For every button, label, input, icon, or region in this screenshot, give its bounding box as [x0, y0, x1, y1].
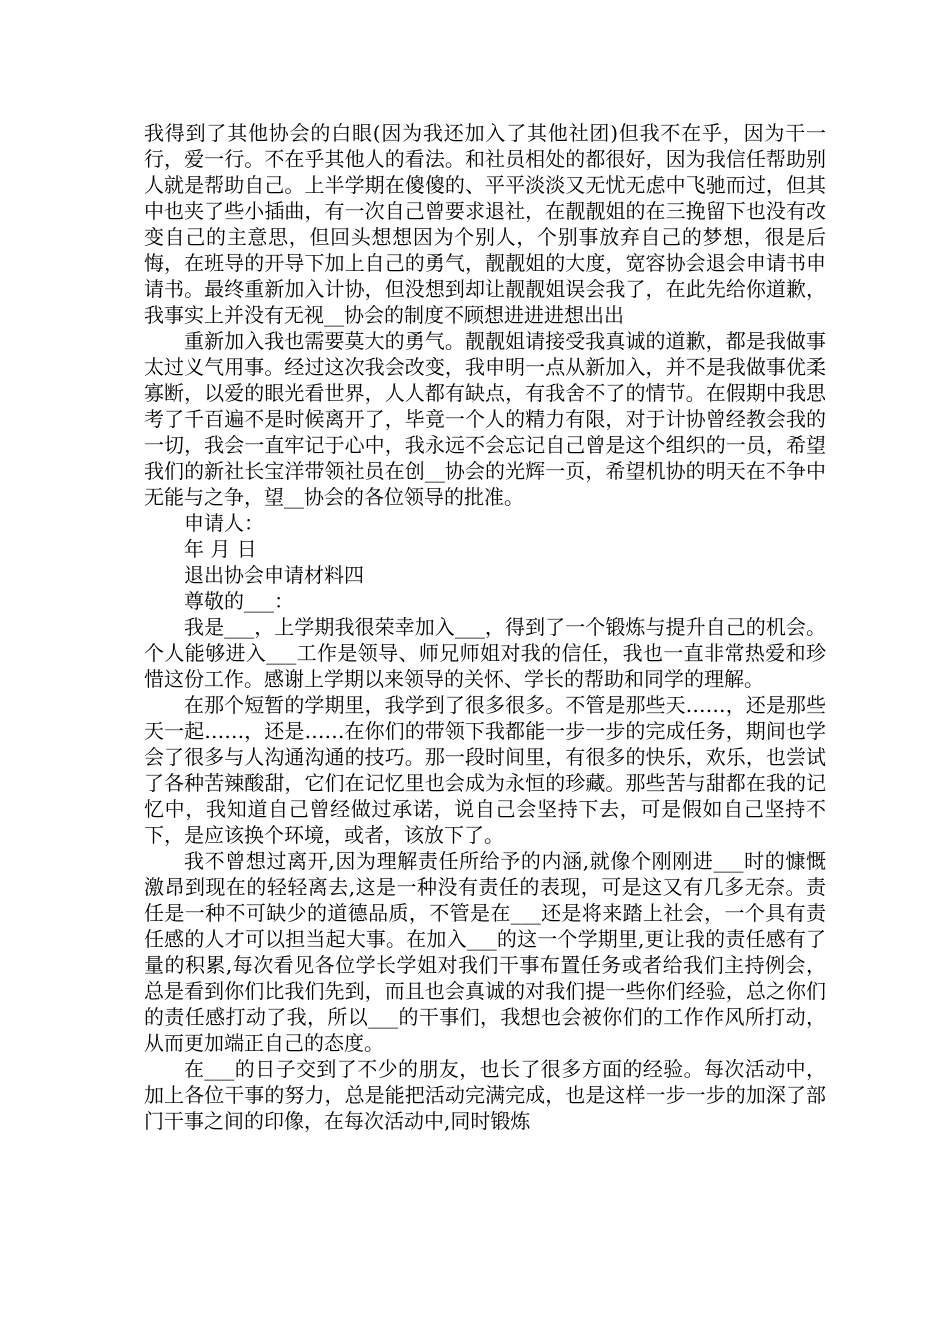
paragraph-responsibility: 我不曾想过离开,因为理解责任所给予的内涵,就像个刚刚进___时的慷慨激昂到现在的轻轻离去,这是一种没有责任的表现，可是这又有几多无奈。责任是一种不可缺少的道德品质，不管是在___还是将来踏上社会，一个具有责任感的人才可以担当起大事。在加入___的这一个学期里,更让我的责任感有了量的积累,每次看见各位学长学姐对我们干事布置任务或者给我们主持例会，总是看到你们比我们先到，而且也会真诚的对我们提一些你们经验，总之你们的责任感打动了我，所以___的干事们，我想也会被你们的工作作风所打动，从而更加端正自己的态度。 — [144, 849, 826, 1055]
applicant-label: 申请人： — [184, 511, 264, 535]
section-heading: 退出协会申请材料四 — [184, 563, 364, 587]
date-line: 年 月 日 — [184, 537, 257, 561]
paragraph-apology: 重新加入我也需要莫大的勇气。靓靓姐请接受我真诚的道歉，都是我做事太过义气用事。经过这次我会改变，我申明一点从新加入，并不是我做事优柔寡断，以爱的眼光看世界，人人都有缺点，有我舍不了的情节。在假期中我思考了千百遍不是时候离开了，毕竟一个人的精力有限，对于计协曾经教会我的一切，我会一直牢记于心中，我永远不会忘记自己曾是这个组织的一员，希望我们的新社长宝洋带领社员在创__协会的光辉一页，希望机协的明天在不争中无能与之争，望__协会的各位领导的批准。 — [144, 329, 826, 509]
paragraph-learning: 在那个短暂的学期里，我学到了很多很多。不管是那些天……，还是那些天一起……，还是……在你们的带领下我都能一步一步的完成任务，期间也学会了很多与人沟通沟通的技巧。那一段时间里，有很多的快乐，欢乐，也尝试了各种苦辣酸甜，它们在记忆里也会成为永恒的珍藏。那些苦与甜都在我的记忆中，我知道自己曾经做过承诺，说自己会坚持下去，可是假如自己坚持不下，是应该换个环境，或者，该放下了。 — [144, 693, 826, 847]
salutation: 尊敬的___： — [184, 589, 294, 613]
paragraph-continuation: 我得到了其他协会的白眼(因为我还加入了其他社团)但我不在乎，因为干一行，爱一行。不在乎其他人的看法。和社员相处的都很好，因为我信任帮助别人就是帮助自己。上半学期在傻傻的、平平淡淡又无忧无虑中飞驰而过，但其中也夹了些小插曲，有一次自己曾要求退社，在靓靓姐的在三挽留下也没有改变自己的主意思，但回头想想因为个别人，个别事放弃自己的梦想，很是后悔，在班导的开导下加上自己的勇气，靓靓姐的大度，宽容协会退会申请书申请书。最终重新加入计协，但没想到却让靓靓姐误会我了，在此先给你道歉，我事实上并没有无视__协会的制度不顾想进进进想出出 — [144, 121, 826, 327]
paragraph-friends: 在___的日子交到了不少的朋友，也长了很多方面的经验。每次活动中，加上各位干事的努力，总是能把活动完满完成，也是这样一步一步的加深了部门干事之间的印像，在每次活动中,同时锻炼 — [144, 1057, 826, 1133]
document-body — [144, 120, 826, 1134]
paragraph-intro: 我是___，上学期我很荣幸加入___，得到了一个锻炼与提升自己的机会。个人能够进入___工作是领导、师兄师姐对我的信任，我也一直非常热爱和珍惜这份工作。感谢上学期以来领导的关怀、学长的帮助和同学的理解。 — [144, 615, 826, 691]
